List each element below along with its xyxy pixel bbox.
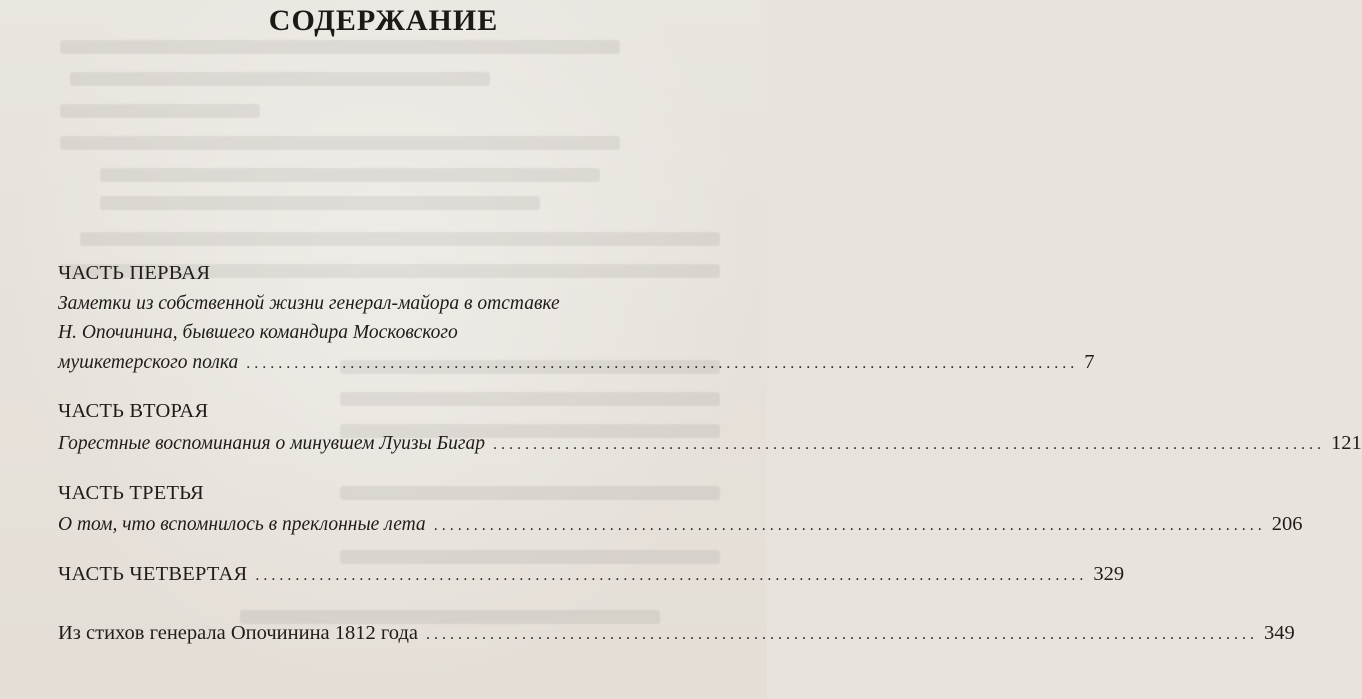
toc-entry-part-3[interactable] <box>58 513 1303 536</box>
page-title: СОДЕРЖАНИЕ <box>268 4 499 37</box>
part-1-description-line-1: Заметки из собственной жизни генерал-майора в отставке <box>58 293 560 314</box>
part-2-page-number: 121 <box>1330 432 1362 454</box>
part-4-page-number: 329 <box>1093 563 1125 585</box>
part-1-page-number: 7 <box>1084 351 1095 373</box>
part-4-title: ЧАСТЬ ЧЕТВЕРТАЯ <box>58 563 248 585</box>
appendix-page-number: 349 <box>1264 622 1295 644</box>
toc-entry-part-4[interactable] <box>58 563 1125 586</box>
part-3-title: ЧАСТЬ ТРЕТЬЯ <box>58 482 204 504</box>
part-3-description: О том, что вспомнилось в преклонные лета <box>58 514 426 535</box>
dot-leader: ........................................................................................................ <box>492 436 1325 453</box>
part-1-title: ЧАСТЬ ПЕРВАЯ <box>58 262 211 284</box>
part-1-description-line-3: мушкетерского полка <box>58 352 239 373</box>
toc-entry-part-1[interactable] <box>58 351 1095 374</box>
dot-leader: ........................................................................................................ <box>246 355 1079 372</box>
part-1-description-line-2: Н. Опочинина, бывшего командира Московского <box>58 322 458 343</box>
dot-leader: ........................................................................................................ <box>433 517 1266 534</box>
toc-entry-part-2[interactable] <box>58 432 1362 455</box>
toc-entry-appendix[interactable] <box>58 622 1295 645</box>
part-3-page-number: 206 <box>1271 513 1303 535</box>
dot-leader: ........................................................................................................ <box>426 626 1258 643</box>
appendix-title: Из стихов генерала Опочинина 1812 года <box>58 622 418 644</box>
dot-leader: ........................................................................................................ <box>255 567 1088 584</box>
part-2-title: ЧАСТЬ ВТОРАЯ <box>58 400 209 422</box>
show-through-text <box>40 10 740 690</box>
part-2-description: Горестные воспоминания о минувшем Луизы Бигар <box>58 433 485 454</box>
